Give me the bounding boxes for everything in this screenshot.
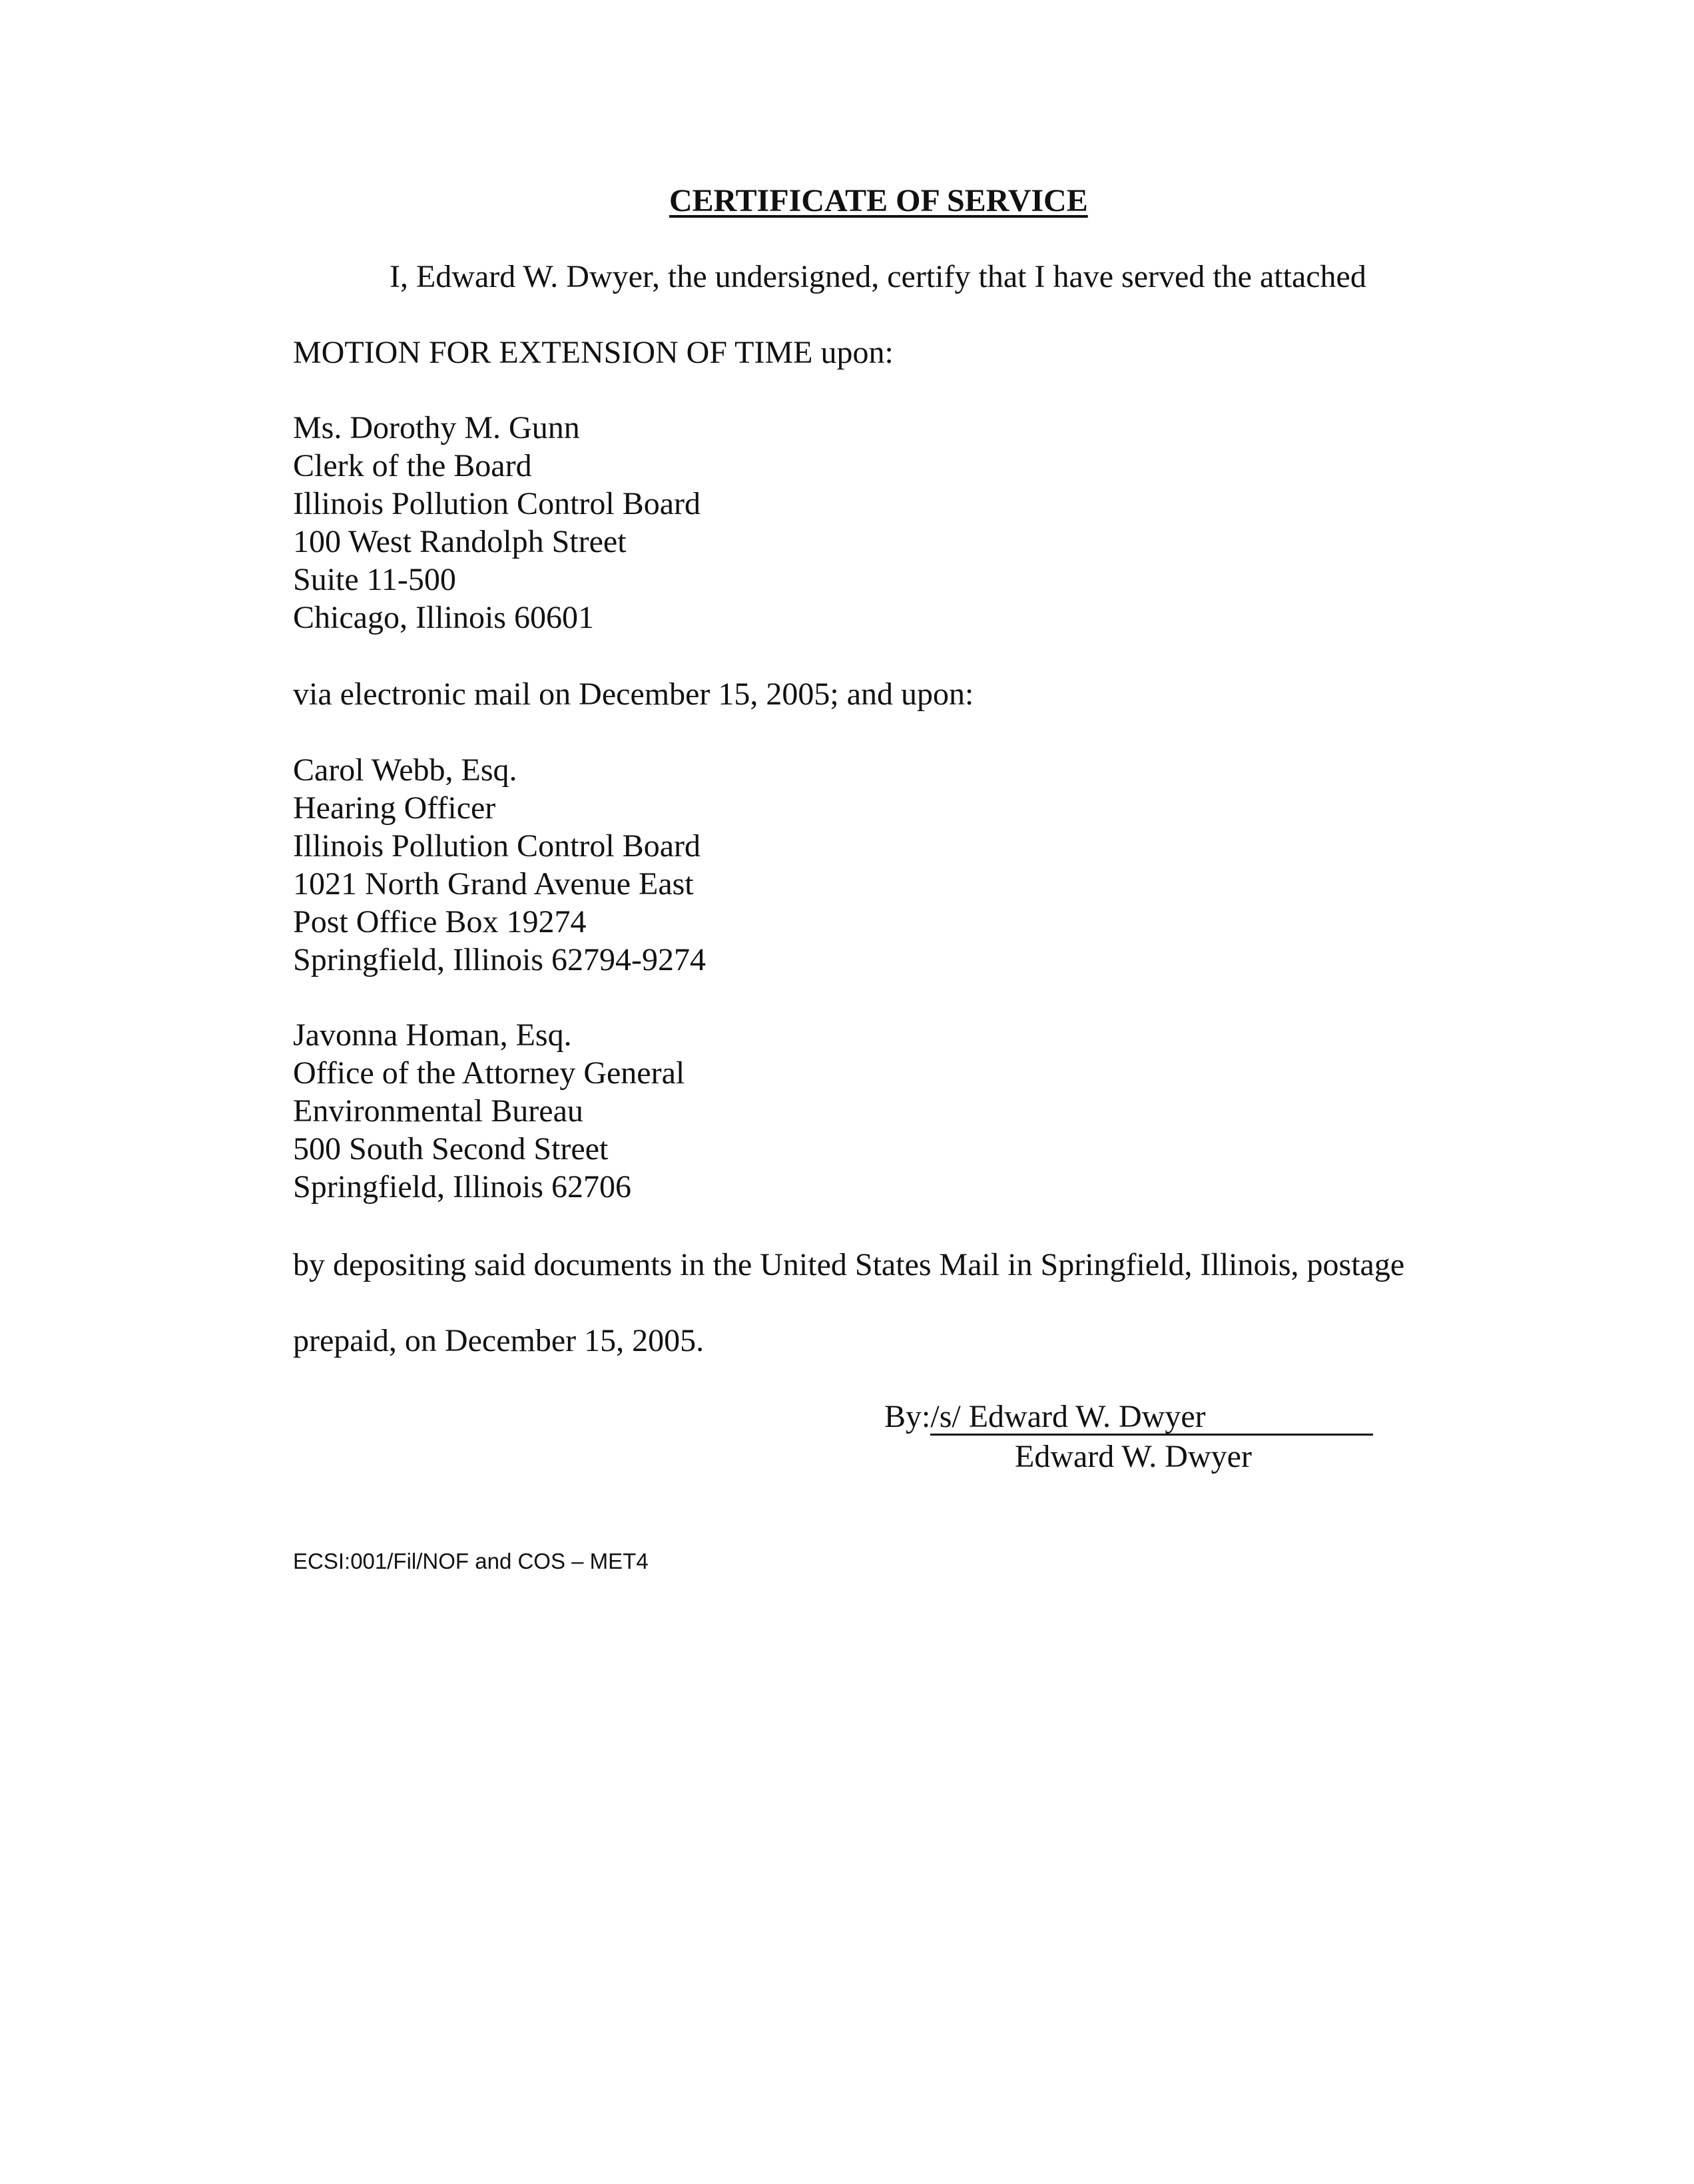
signature-printed-name: Edward W. Dwyer [1015,1439,1252,1474]
intro-line-1: I, Edward W. Dwyer, the undersigned, certify that I have served the attached [390,259,1366,294]
address-line: Javonna Homan, Esq. [293,1017,572,1053]
address-line: Environmental Bureau [293,1093,583,1129]
service-method-2-line-1: by depositing said documents in the United States Mail in Springfield, Illinois, postage [293,1247,1405,1282]
signature-signed: /s/ Edward W. Dwyer [930,1400,1373,1436]
address-line: Ms. Dorothy M. Gunn [293,410,580,445]
address-line: 500 South Second Street [293,1131,609,1167]
address-line: Carol Webb, Esq. [293,752,517,788]
address-line: Clerk of the Board [293,448,532,483]
address-line: Springfield, Illinois 62794-9274 [293,942,706,977]
service-method-1: via electronic mail on December 15, 2005; and upon: [293,677,974,712]
address-line: Springfield, Illinois 62706 [293,1169,631,1205]
address-line: Hearing Officer [293,790,496,826]
page-title: CERTIFICATE OF SERVICE [669,183,1088,218]
address-line: Illinois Pollution Control Board [293,828,701,864]
address-line: 100 West Randolph Street [293,524,627,559]
service-method-2-line-2: prepaid, on December 15, 2005. [293,1323,705,1358]
address-line: Suite 11-500 [293,562,456,597]
address-line: Office of the Attorney General [293,1055,685,1091]
address-line: 1021 North Grand Avenue East [293,866,694,902]
document-reference: ECSI:001/Fil/NOF and COS – MET4 [293,1549,649,1573]
address-line: Post Office Box 19274 [293,904,587,940]
intro-line-2: MOTION FOR EXTENSION OF TIME upon: [293,335,894,370]
recipient-address-3 [293,1016,685,1206]
address-line: Illinois Pollution Control Board [293,486,701,521]
signature-line [884,1398,1373,1436]
address-line: Chicago, Illinois 60601 [293,600,594,635]
recipient-address-1 [293,409,701,637]
signature-by-label: By: [884,1399,931,1434]
recipient-address-2 [293,751,706,979]
